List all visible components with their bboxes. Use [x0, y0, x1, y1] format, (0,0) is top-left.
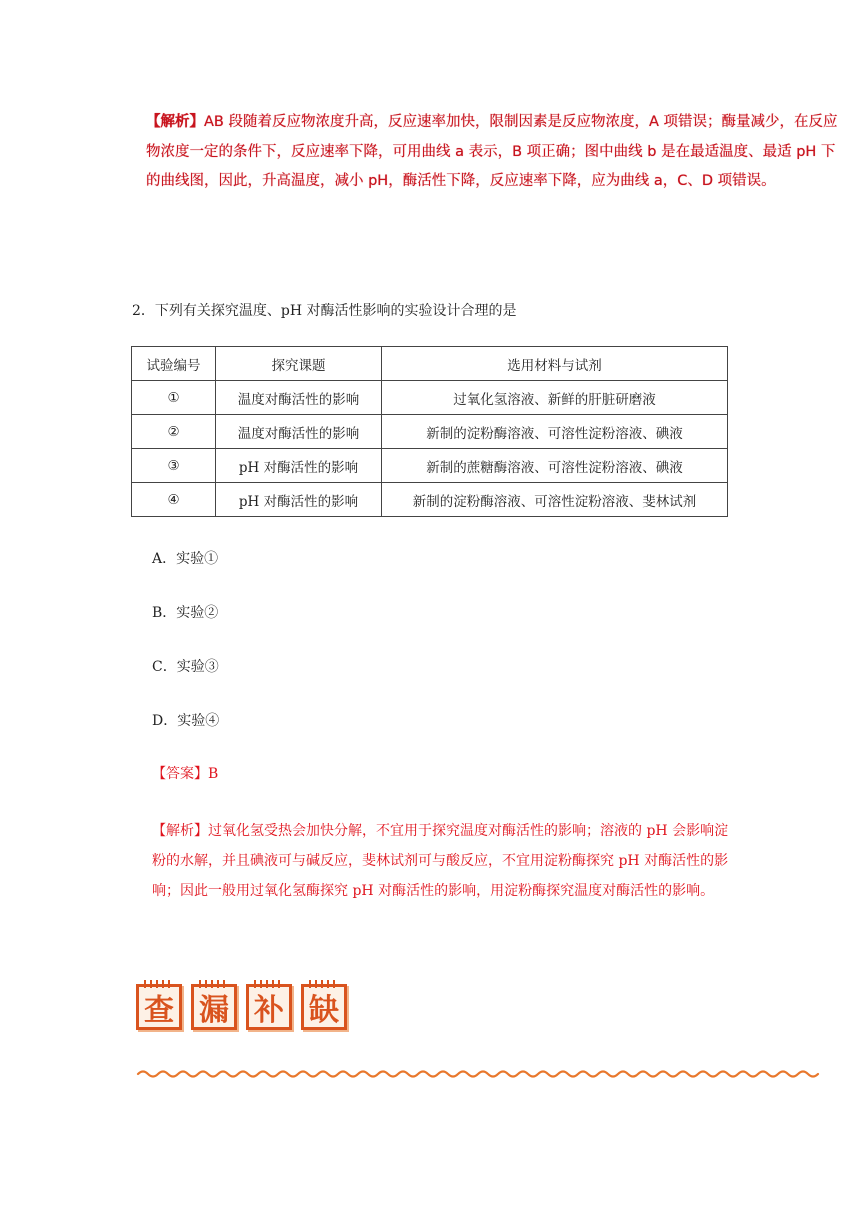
analysis-text: AB 段随着反应物浓度升高，反应速率加快，限制因素是反应物浓度，A 项错误；酶量减少，在反应物浓度一定的条件下，反应速率下降，可用曲线 a 表示，B 项正确；图中曲线 b 是在最适温度、最适 pH 下的曲线图，因此，升高温度，减小 pH，酶活性下降，反应速率下降，应为曲线 a，C、D 项错误。 [146, 114, 838, 189]
table-cell: ② [132, 415, 216, 449]
table-header-row [132, 347, 728, 381]
table-row [132, 415, 728, 449]
notebook-rings-icon [199, 980, 229, 988]
banner-char: 缺 [309, 993, 339, 1028]
option-b: B．实验② [152, 605, 219, 621]
wavy-divider-icon [136, 1062, 820, 1086]
option-a: A．实验① [152, 551, 219, 567]
answer-line: 【答案】B [152, 766, 219, 782]
experiment-table [131, 346, 728, 517]
option-d: D．实验④ [152, 713, 220, 729]
banner-char: 补 [254, 993, 284, 1028]
banner-char-box [136, 984, 182, 1030]
section-banner [136, 984, 347, 1030]
table-cell: ④ [132, 483, 216, 517]
table-header-cell: 试验编号 [132, 347, 216, 381]
table-cell: pH 对酶活性的影响 [216, 449, 382, 483]
table-row [132, 449, 728, 483]
banner-char: 漏 [199, 993, 229, 1028]
table-header-cell: 探究课题 [216, 347, 382, 381]
table-row [132, 381, 728, 415]
table-cell: pH 对酶活性的影响 [216, 483, 382, 517]
analysis-tag: 【解析】 [146, 114, 204, 130]
option-c: C．实验③ [152, 659, 219, 675]
table-cell: ③ [132, 449, 216, 483]
table-header-cell: 选用材料与试剂 [382, 347, 728, 381]
table-cell: 新制的淀粉酶溶液、可溶性淀粉溶液、斐林试剂 [382, 483, 728, 517]
table-cell: 温度对酶活性的影响 [216, 415, 382, 449]
table-cell: 过氧化氢溶液、新鲜的肝脏研磨液 [382, 381, 728, 415]
notebook-rings-icon [144, 980, 174, 988]
banner-char-box [246, 984, 292, 1030]
notebook-rings-icon [254, 980, 284, 988]
table-cell: 新制的蔗糖酶溶液、可溶性淀粉溶液、碘液 [382, 449, 728, 483]
analysis-paragraph-2: 【解析】过氧化氢受热会加快分解，不宜用于探究温度对酶活性的影响；溶液的 pH 会影响淀粉的水解，并且碘液可与碱反应，斐林试剂可与酸反应，不宜用淀粉酶探究 pH 对酶活性的影响；因此一般用过氧化氢酶探究 pH 对酶活性的影响，用淀粉酶探究温度对酶活性的影响。 [152, 823, 729, 899]
notebook-rings-icon [309, 980, 339, 988]
banner-char-box [191, 984, 237, 1030]
table-cell: 新制的淀粉酶溶液、可溶性淀粉溶液、碘液 [382, 415, 728, 449]
question-stem: 2．下列有关探究温度、pH 对酶活性影响的实验设计合理的是 [132, 303, 517, 319]
banner-char: 查 [144, 993, 174, 1028]
table-cell: 温度对酶活性的影响 [216, 381, 382, 415]
banner-char-box [301, 984, 347, 1030]
analysis-paragraph-1 [146, 108, 840, 197]
table-row [132, 483, 728, 517]
table-cell: ① [132, 381, 216, 415]
